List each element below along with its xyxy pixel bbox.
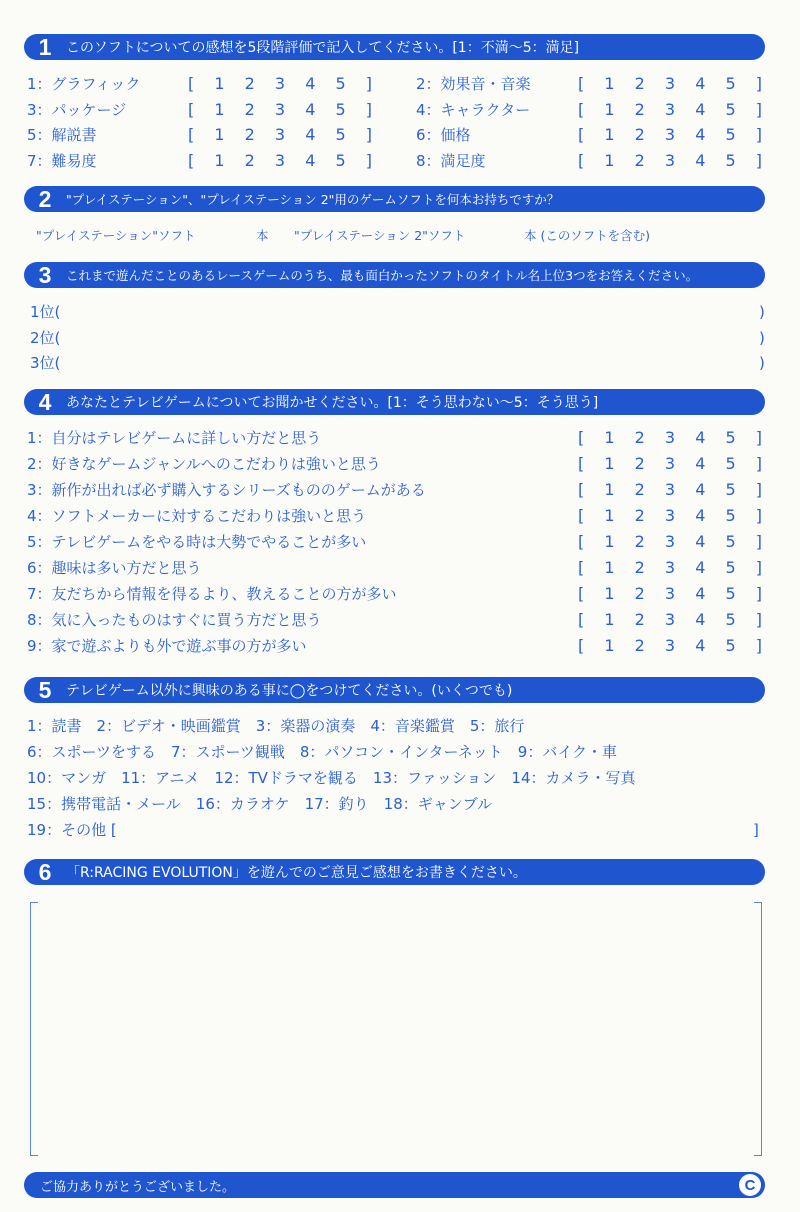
scale-option-1[interactable]: 1 (604, 125, 615, 144)
section-3-header (24, 262, 765, 288)
ps2-soft-unit: 本 (このソフトを含む) (524, 228, 650, 243)
scale-option-2[interactable]: 2 (634, 636, 645, 655)
scale-bracket: ] (365, 99, 372, 119)
rating-scale[interactable] (188, 149, 372, 173)
rating-item-label: 3：パッケージ (27, 100, 127, 119)
scale-option-5[interactable]: 5 (725, 584, 736, 603)
scale-option-2[interactable]: 2 (634, 454, 645, 473)
scale-option-1[interactable]: 1 (214, 125, 225, 144)
scale-option-5[interactable]: 5 (335, 125, 346, 144)
rating-scale[interactable] (578, 556, 762, 580)
scale-bracket: ] (755, 428, 762, 447)
section-2-header (24, 186, 765, 212)
rank-close-paren: ) (759, 354, 765, 372)
interest-other-field[interactable] (180, 818, 740, 842)
scale-option-3[interactable]: 3 (664, 506, 676, 525)
rating-item-label: 5：解説書 (27, 126, 97, 144)
scale-bracket: ] (755, 558, 762, 577)
opinion-item-label: 7：友だちから情報を得るより、教えることの方が多い (27, 585, 397, 603)
rating-item-label: 6：価格 (416, 126, 471, 144)
scale-option-2[interactable]: 2 (634, 506, 645, 525)
rating-scale[interactable] (578, 149, 762, 173)
section-title: あなたとテレビゲームについてお聞かせください。[1：そう思わない〜5：そう思う] (66, 395, 599, 411)
scale-option-4[interactable]: 4 (695, 454, 706, 473)
rank-label: 3位( (30, 354, 61, 372)
scale-option-1[interactable]: 1 (604, 610, 615, 629)
scale-option-3[interactable]: 3 (664, 125, 676, 144)
scale-option-1[interactable]: 1 (604, 558, 615, 577)
scale-option-1[interactable]: 1 (604, 150, 615, 170)
footer-bar (24, 1172, 765, 1198)
scale-option-3[interactable]: 3 (274, 74, 286, 93)
rating-item-label: 1：グラフィック (27, 75, 141, 93)
scale-option-3[interactable]: 3 (664, 610, 676, 629)
scale-option-4[interactable]: 4 (695, 74, 706, 93)
comment-area[interactable] (44, 906, 748, 1150)
scale-option-1[interactable]: 1 (604, 506, 615, 525)
scale-option-2[interactable]: 2 (634, 99, 645, 119)
scale-option-5[interactable]: 5 (725, 610, 736, 629)
scale-bracket: ] (365, 125, 372, 144)
scale-bracket: [ (578, 584, 585, 603)
rank-label: 2位( (30, 328, 61, 347)
scale-bracket: [ (578, 558, 585, 577)
ps2-soft-count-field[interactable] (478, 224, 518, 248)
scale-bracket: [ (188, 74, 195, 93)
rating-scale[interactable] (578, 504, 762, 528)
scale-option-4[interactable]: 4 (695, 584, 706, 603)
rating-item-label: 2：効果音・音楽 (416, 75, 531, 93)
scale-option-4[interactable]: 4 (695, 99, 706, 119)
scale-bracket: [ (578, 610, 585, 629)
scale-option-3[interactable]: 3 (664, 74, 676, 93)
opinion-item-label: 6：趣味は多い方だと思う (27, 559, 202, 577)
scale-option-3[interactable]: 3 (664, 480, 676, 499)
opinion-item-label: 8：気に入ったものはすぐに買う方だと思う (27, 611, 322, 629)
scale-option-5[interactable]: 5 (725, 74, 736, 93)
scale-option-2[interactable]: 2 (634, 610, 645, 629)
section-5-header (24, 677, 765, 703)
scale-option-1[interactable]: 1 (604, 532, 615, 551)
scale-option-4[interactable]: 4 (695, 428, 706, 447)
scale-option-2[interactable]: 2 (244, 150, 255, 170)
scale-option-5[interactable]: 5 (725, 558, 736, 577)
interest-other-close: ] (753, 821, 759, 839)
page-mark-icon: C (739, 1174, 761, 1196)
scale-bracket: ] (755, 150, 762, 170)
scale-option-2[interactable]: 2 (634, 125, 645, 144)
scale-option-3[interactable]: 3 (664, 532, 676, 551)
section-number: 3 (38, 262, 52, 288)
scale-bracket: [ (578, 125, 585, 144)
rating-scale[interactable] (578, 72, 762, 96)
scale-option-5[interactable]: 5 (725, 480, 736, 499)
scale-option-5[interactable]: 5 (725, 636, 736, 655)
scale-option-4[interactable]: 4 (305, 74, 316, 93)
scale-option-4[interactable]: 4 (695, 610, 706, 629)
rank-close-paren: ) (759, 303, 765, 321)
scale-option-1[interactable]: 1 (604, 480, 615, 499)
opinion-item-label: 5：テレビゲームをやる時は大勢でやることが多い (27, 533, 367, 551)
scale-option-1[interactable]: 1 (214, 99, 225, 119)
scale-option-2[interactable]: 2 (634, 584, 645, 603)
scale-option-2[interactable]: 2 (634, 74, 645, 93)
rating-scale[interactable] (578, 634, 762, 658)
scale-option-4[interactable]: 4 (305, 125, 316, 144)
section-1-header (24, 34, 765, 60)
scale-option-4[interactable]: 4 (695, 150, 706, 170)
scale-option-4[interactable]: 4 (695, 636, 706, 655)
comment-box-right-bracket (754, 902, 762, 1156)
scale-bracket: [ (578, 150, 585, 170)
scale-bracket: [ (578, 480, 585, 499)
section-title: 「R:RACING EVOLUTION」を遊んでのご意見ご感想をお書きください。 (66, 865, 527, 881)
opinion-item-label: 9：家で遊ぶよりも外で遊ぶ事の方が多い (27, 637, 307, 655)
scale-option-4[interactable]: 4 (695, 558, 706, 577)
scale-option-1[interactable]: 1 (604, 74, 615, 93)
scale-bracket: [ (578, 99, 585, 119)
rank-title-field[interactable] (80, 326, 740, 350)
interest-line[interactable]: 1：読書 2：ビデオ・映画鑑賞 3：楽器の演奏 4：音楽鑑賞 5：旅行 (27, 717, 525, 735)
interest-line[interactable]: 10：マンガ 11：アニメ 12：TVドラマを観る 13：ファッション 14：カメラ・写真 (27, 769, 636, 787)
scale-bracket: ] (755, 506, 762, 525)
scale-option-5[interactable]: 5 (335, 150, 346, 170)
comment-box-left-bracket (30, 902, 38, 1156)
section-6-header (24, 859, 765, 885)
rating-scale[interactable] (578, 582, 762, 606)
section-title: テレビゲーム以外に興味のある事に◯をつけてください。(いくつでも) (66, 683, 513, 699)
scale-option-3[interactable]: 3 (664, 636, 676, 655)
rating-scale[interactable] (578, 123, 762, 147)
opinion-item-label: 1：自分はテレビゲームに詳しい方だと思う (27, 429, 322, 447)
scale-option-3[interactable]: 3 (664, 454, 676, 473)
rating-scale[interactable] (578, 608, 762, 632)
scale-bracket: ] (755, 454, 762, 473)
scale-option-4[interactable]: 4 (305, 150, 316, 170)
scale-bracket: ] (755, 125, 762, 144)
interest-line[interactable]: 15：携帯電話・メール 16：カラオケ 17：釣り 18：ギャンブル (27, 795, 493, 813)
thanks-text: ご協力ありがとうございました。 (40, 1179, 236, 1195)
scale-bracket: [ (188, 150, 195, 170)
interest-line[interactable]: 6：スポーツをする 7：スポーツ観戦 8：パソコン・インターネット 9：バイク・車 (27, 743, 618, 761)
rank-title-field[interactable] (80, 351, 740, 375)
section-number: 5 (38, 677, 52, 703)
scale-bracket: [ (188, 125, 195, 144)
scale-bracket: [ (578, 532, 585, 551)
scale-bracket: [ (188, 99, 195, 119)
scale-option-3[interactable]: 3 (664, 558, 676, 577)
scale-option-1[interactable]: 1 (604, 584, 615, 603)
rating-item-label: 7：難易度 (27, 151, 97, 170)
rating-scale[interactable] (188, 123, 372, 147)
scale-bracket: ] (755, 480, 762, 499)
rating-scale[interactable] (188, 98, 372, 122)
scale-option-2[interactable]: 2 (634, 150, 645, 170)
scale-option-2[interactable]: 2 (634, 428, 645, 447)
scale-bracket: ] (755, 610, 762, 629)
scale-option-3[interactable]: 3 (664, 99, 676, 119)
rank-label: 1位( (30, 303, 61, 321)
rank-close-paren: ) (759, 328, 765, 347)
scale-bracket: [ (578, 636, 585, 655)
ps-soft-unit: 本 (256, 228, 269, 243)
scale-option-3[interactable]: 3 (274, 125, 286, 144)
scale-option-2[interactable]: 2 (244, 99, 255, 119)
scale-bracket: ] (755, 74, 762, 93)
section-number: 6 (38, 859, 52, 885)
rating-scale[interactable] (578, 426, 762, 450)
rating-scale[interactable] (578, 478, 762, 502)
rating-item-label: 4：キャラクター (416, 100, 531, 119)
scale-option-1[interactable]: 1 (604, 99, 615, 119)
scale-option-5[interactable]: 5 (725, 150, 736, 170)
opinion-item-label: 4：ソフトメーカーに対するこだわりは強いと思う (27, 507, 367, 525)
scale-option-3[interactable]: 3 (664, 150, 676, 170)
scale-option-1[interactable]: 1 (604, 454, 615, 473)
section-title: このソフトについての感想を5段階評価で記入してください。[1：不満〜5：満足] (66, 40, 580, 56)
scale-option-4[interactable]: 4 (695, 480, 706, 499)
rating-scale[interactable] (578, 452, 762, 476)
section-title: これまで遊んだことのあるレースゲームのうち、最も面白かったソフトのタイトル名上位3つをお答えください。 (66, 268, 699, 283)
scale-option-2[interactable]: 2 (634, 558, 645, 577)
scale-option-1[interactable]: 1 (214, 150, 225, 170)
scale-option-2[interactable]: 2 (634, 532, 645, 551)
scale-option-1[interactable]: 1 (604, 636, 615, 655)
scale-bracket: ] (365, 150, 372, 170)
scale-bracket: ] (365, 74, 372, 93)
rating-item-label: 8：満足度 (416, 151, 486, 170)
rating-scale[interactable] (188, 72, 372, 96)
scale-bracket: [ (578, 428, 585, 447)
ps-soft-label: "プレイステーション"ソフト (36, 228, 196, 243)
opinion-item-label: 3：新作が出れば必ず購入するシリーズもののゲームがある (27, 481, 426, 499)
scale-bracket: ] (755, 99, 762, 119)
scale-option-1[interactable]: 1 (214, 74, 225, 93)
scale-option-5[interactable]: 5 (725, 454, 736, 473)
scale-option-5[interactable]: 5 (725, 99, 736, 119)
scale-option-5[interactable]: 5 (335, 74, 346, 93)
section-number: 4 (38, 389, 52, 415)
scale-bracket: [ (578, 74, 585, 93)
scale-option-3[interactable]: 3 (274, 150, 286, 170)
rating-scale[interactable] (578, 530, 762, 554)
ps-soft-count-field[interactable] (208, 224, 248, 248)
scale-option-2[interactable]: 2 (244, 74, 255, 93)
scale-option-4[interactable]: 4 (695, 125, 706, 144)
scale-option-3[interactable]: 3 (664, 428, 676, 447)
opinion-item-label: 2：好きなゲームジャンルへのこだわりは強いと思う (27, 455, 381, 473)
scale-option-5[interactable]: 5 (725, 506, 736, 525)
section-number: 2 (38, 186, 52, 212)
section-4-header (24, 389, 765, 415)
scale-option-5[interactable]: 5 (725, 532, 736, 551)
scale-option-4[interactable]: 4 (305, 99, 316, 119)
scale-option-5[interactable]: 5 (725, 125, 736, 144)
scale-option-2[interactable]: 2 (634, 480, 645, 499)
scale-bracket: ] (755, 584, 762, 603)
scale-bracket: ] (755, 532, 762, 551)
scale-option-5[interactable]: 5 (725, 428, 736, 447)
scale-option-3[interactable]: 3 (664, 584, 676, 603)
scale-option-2[interactable]: 2 (244, 125, 255, 144)
scale-bracket: [ (578, 454, 585, 473)
scale-option-5[interactable]: 5 (335, 99, 346, 119)
scale-option-4[interactable]: 4 (695, 532, 706, 551)
ps2-soft-label: "プレイステーション 2"ソフト (294, 228, 466, 243)
scale-option-3[interactable]: 3 (274, 99, 286, 119)
scale-option-1[interactable]: 1 (604, 428, 615, 447)
rank-title-field[interactable] (80, 300, 740, 324)
section-number: 1 (38, 34, 52, 60)
rating-scale[interactable] (578, 98, 762, 122)
section-title: "プレイステーション"、"プレイステーション 2"用のゲームソフトを何本お持ちですか？ (66, 192, 560, 207)
scale-bracket: ] (755, 636, 762, 655)
scale-option-4[interactable]: 4 (695, 506, 706, 525)
scale-bracket: [ (578, 506, 585, 525)
interest-other-open: 19：その他 [ (27, 821, 117, 839)
